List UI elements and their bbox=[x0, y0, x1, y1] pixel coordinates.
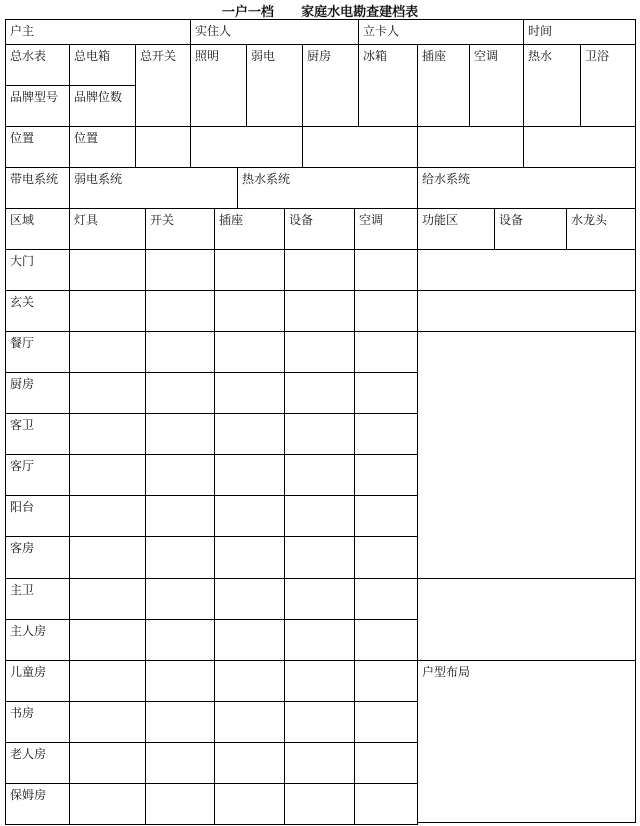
function-area-cell[interactable] bbox=[417, 578, 636, 661]
weak-current-label-cell: 弱电 bbox=[246, 44, 303, 127]
room-label-cell: 大门 bbox=[5, 249, 70, 291]
room-input-cell[interactable] bbox=[69, 701, 146, 743]
room-input-cell[interactable] bbox=[69, 536, 146, 579]
room-input-cell[interactable] bbox=[145, 372, 215, 414]
column-header-aircon: 空调 bbox=[354, 208, 418, 250]
room-input-cell[interactable] bbox=[284, 413, 355, 455]
weak-system-label-cell: 弱电系统 bbox=[69, 167, 238, 209]
room-input-cell[interactable] bbox=[214, 249, 285, 291]
elec-box-label-cell: 总电箱 bbox=[69, 44, 136, 86]
room-input-cell[interactable] bbox=[145, 742, 215, 784]
room-input-cell[interactable] bbox=[214, 701, 285, 743]
floor-plan-cell[interactable]: 户型布局 bbox=[417, 660, 636, 823]
room-input-cell[interactable] bbox=[284, 454, 355, 496]
time-label-cell: 时间 bbox=[523, 19, 636, 45]
hot-water-system-label-cell: 热水系统 bbox=[237, 167, 418, 209]
bathroom-label-cell: 卫浴 bbox=[580, 44, 636, 127]
room-input-cell[interactable] bbox=[214, 742, 285, 784]
brand-slots-label-cell: 品牌位数 bbox=[69, 85, 136, 127]
room-input-cell[interactable] bbox=[214, 290, 285, 332]
function-area-cell[interactable] bbox=[417, 249, 636, 291]
room-label-cell: 客厅 bbox=[5, 454, 70, 496]
room-input-cell[interactable] bbox=[354, 290, 418, 332]
position-value-cell[interactable] bbox=[302, 126, 418, 168]
room-input-cell[interactable] bbox=[354, 701, 418, 743]
room-label-cell: 主人房 bbox=[5, 619, 70, 661]
room-input-cell[interactable] bbox=[354, 660, 418, 702]
aircon-label-cell: 空调 bbox=[469, 44, 524, 127]
room-label-cell: 客卫 bbox=[5, 413, 70, 455]
room-input-cell[interactable] bbox=[354, 413, 418, 455]
main-switch-label-cell: 总开关 bbox=[135, 44, 191, 127]
room-input-cell[interactable] bbox=[145, 701, 215, 743]
room-input-cell[interactable] bbox=[354, 783, 418, 825]
room-input-cell[interactable] bbox=[354, 495, 418, 537]
room-input-cell[interactable] bbox=[354, 536, 418, 579]
room-input-cell[interactable] bbox=[354, 619, 418, 661]
strong-system-label-cell: 带电系统 bbox=[5, 167, 70, 209]
room-input-cell[interactable] bbox=[354, 578, 418, 620]
room-input-cell[interactable] bbox=[214, 783, 285, 825]
brand-model-label-cell: 品牌型号 bbox=[5, 85, 70, 127]
room-input-cell[interactable] bbox=[354, 249, 418, 291]
room-input-cell[interactable] bbox=[284, 331, 355, 373]
room-label-cell: 阳台 bbox=[5, 495, 70, 537]
kitchen-label-cell: 厨房 bbox=[302, 44, 359, 127]
room-input-cell[interactable] bbox=[284, 742, 355, 784]
room-input-cell[interactable] bbox=[284, 783, 355, 825]
position-value-cell[interactable] bbox=[190, 126, 303, 168]
lighting-label-cell: 照明 bbox=[190, 44, 247, 127]
room-label-cell: 餐厅 bbox=[5, 331, 70, 373]
room-label-cell: 厨房 bbox=[5, 372, 70, 414]
room-input-cell[interactable] bbox=[214, 413, 285, 455]
room-input-cell[interactable] bbox=[284, 619, 355, 661]
room-input-cell[interactable] bbox=[284, 290, 355, 332]
room-input-cell[interactable] bbox=[69, 454, 146, 496]
room-label-cell: 保姆房 bbox=[5, 783, 70, 825]
room-input-cell[interactable] bbox=[69, 578, 146, 620]
position-value-cell[interactable] bbox=[135, 126, 191, 168]
room-label-cell: 书房 bbox=[5, 701, 70, 743]
room-input-cell[interactable] bbox=[354, 331, 418, 373]
owner-label-cell: 户主 bbox=[5, 19, 191, 45]
room-input-cell[interactable] bbox=[284, 372, 355, 414]
room-label-cell: 儿童房 bbox=[5, 660, 70, 702]
position2-label-cell: 位置 bbox=[69, 126, 136, 168]
water-meter-label-cell: 总水表 bbox=[5, 44, 70, 86]
water-supply-system-label-cell: 给水系统 bbox=[417, 167, 636, 209]
room-input-cell[interactable] bbox=[69, 783, 146, 825]
room-label-cell: 老人房 bbox=[5, 742, 70, 784]
position-label-cell: 位置 bbox=[5, 126, 70, 168]
hot-water-label-cell: 热水 bbox=[523, 44, 581, 127]
room-input-cell[interactable] bbox=[354, 454, 418, 496]
room-input-cell[interactable] bbox=[145, 249, 215, 291]
room-input-cell[interactable] bbox=[69, 660, 146, 702]
room-input-cell[interactable] bbox=[284, 495, 355, 537]
column-header-device2: 设备 bbox=[494, 208, 567, 250]
column-header-function-area: 功能区 bbox=[417, 208, 495, 250]
room-input-cell[interactable] bbox=[284, 536, 355, 579]
room-input-cell[interactable] bbox=[284, 578, 355, 620]
room-input-cell[interactable] bbox=[214, 331, 285, 373]
room-input-cell[interactable] bbox=[354, 372, 418, 414]
column-header-socket: 插座 bbox=[214, 208, 285, 250]
room-input-cell[interactable] bbox=[69, 413, 146, 455]
room-input-cell[interactable] bbox=[145, 660, 215, 702]
room-label-cell: 客房 bbox=[5, 536, 70, 579]
room-input-cell[interactable] bbox=[69, 290, 146, 332]
function-area-cell[interactable] bbox=[417, 290, 636, 332]
position-value-cell[interactable] bbox=[417, 126, 524, 168]
column-header-lamps: 灯具 bbox=[69, 208, 146, 250]
room-input-cell[interactable] bbox=[145, 413, 215, 455]
room-input-cell[interactable] bbox=[145, 454, 215, 496]
column-header-switch: 开关 bbox=[145, 208, 215, 250]
room-input-cell[interactable] bbox=[354, 742, 418, 784]
room-input-cell[interactable] bbox=[145, 783, 215, 825]
room-input-cell[interactable] bbox=[284, 701, 355, 743]
fridge-label-cell: 冰箱 bbox=[358, 44, 418, 127]
room-input-cell[interactable] bbox=[145, 290, 215, 332]
room-input-cell[interactable] bbox=[214, 495, 285, 537]
room-input-cell[interactable] bbox=[69, 331, 146, 373]
card-holder-label-cell: 立卡人 bbox=[358, 19, 524, 45]
room-input-cell[interactable] bbox=[214, 619, 285, 661]
room-input-cell[interactable] bbox=[214, 454, 285, 496]
room-input-cell[interactable] bbox=[214, 660, 285, 702]
room-input-cell[interactable] bbox=[284, 249, 355, 291]
room-label-cell: 玄关 bbox=[5, 290, 70, 332]
room-label-cell: 主卫 bbox=[5, 578, 70, 620]
room-input-cell[interactable] bbox=[69, 619, 146, 661]
room-input-cell[interactable] bbox=[69, 249, 146, 291]
room-input-cell[interactable] bbox=[214, 536, 285, 579]
room-input-cell[interactable] bbox=[145, 578, 215, 620]
room-input-cell[interactable] bbox=[145, 331, 215, 373]
column-header-device: 设备 bbox=[284, 208, 355, 250]
function-area-cell[interactable] bbox=[417, 331, 636, 579]
resident-label-cell: 实住人 bbox=[190, 19, 359, 45]
room-input-cell[interactable] bbox=[145, 619, 215, 661]
position-value-cell[interactable] bbox=[523, 126, 636, 168]
room-input-cell[interactable] bbox=[145, 495, 215, 537]
room-input-cell[interactable] bbox=[69, 495, 146, 537]
column-header-area: 区域 bbox=[5, 208, 70, 250]
column-header-faucet: 水龙头 bbox=[566, 208, 636, 250]
room-input-cell[interactable] bbox=[214, 578, 285, 620]
room-input-cell[interactable] bbox=[145, 536, 215, 579]
room-input-cell[interactable] bbox=[69, 372, 146, 414]
socket-label-cell: 插座 bbox=[417, 44, 470, 127]
room-input-cell[interactable] bbox=[284, 660, 355, 702]
room-input-cell[interactable] bbox=[69, 742, 146, 784]
form-title: 一户一档 家庭水电勘查建档表 bbox=[221, 5, 419, 20]
room-input-cell[interactable] bbox=[214, 372, 285, 414]
